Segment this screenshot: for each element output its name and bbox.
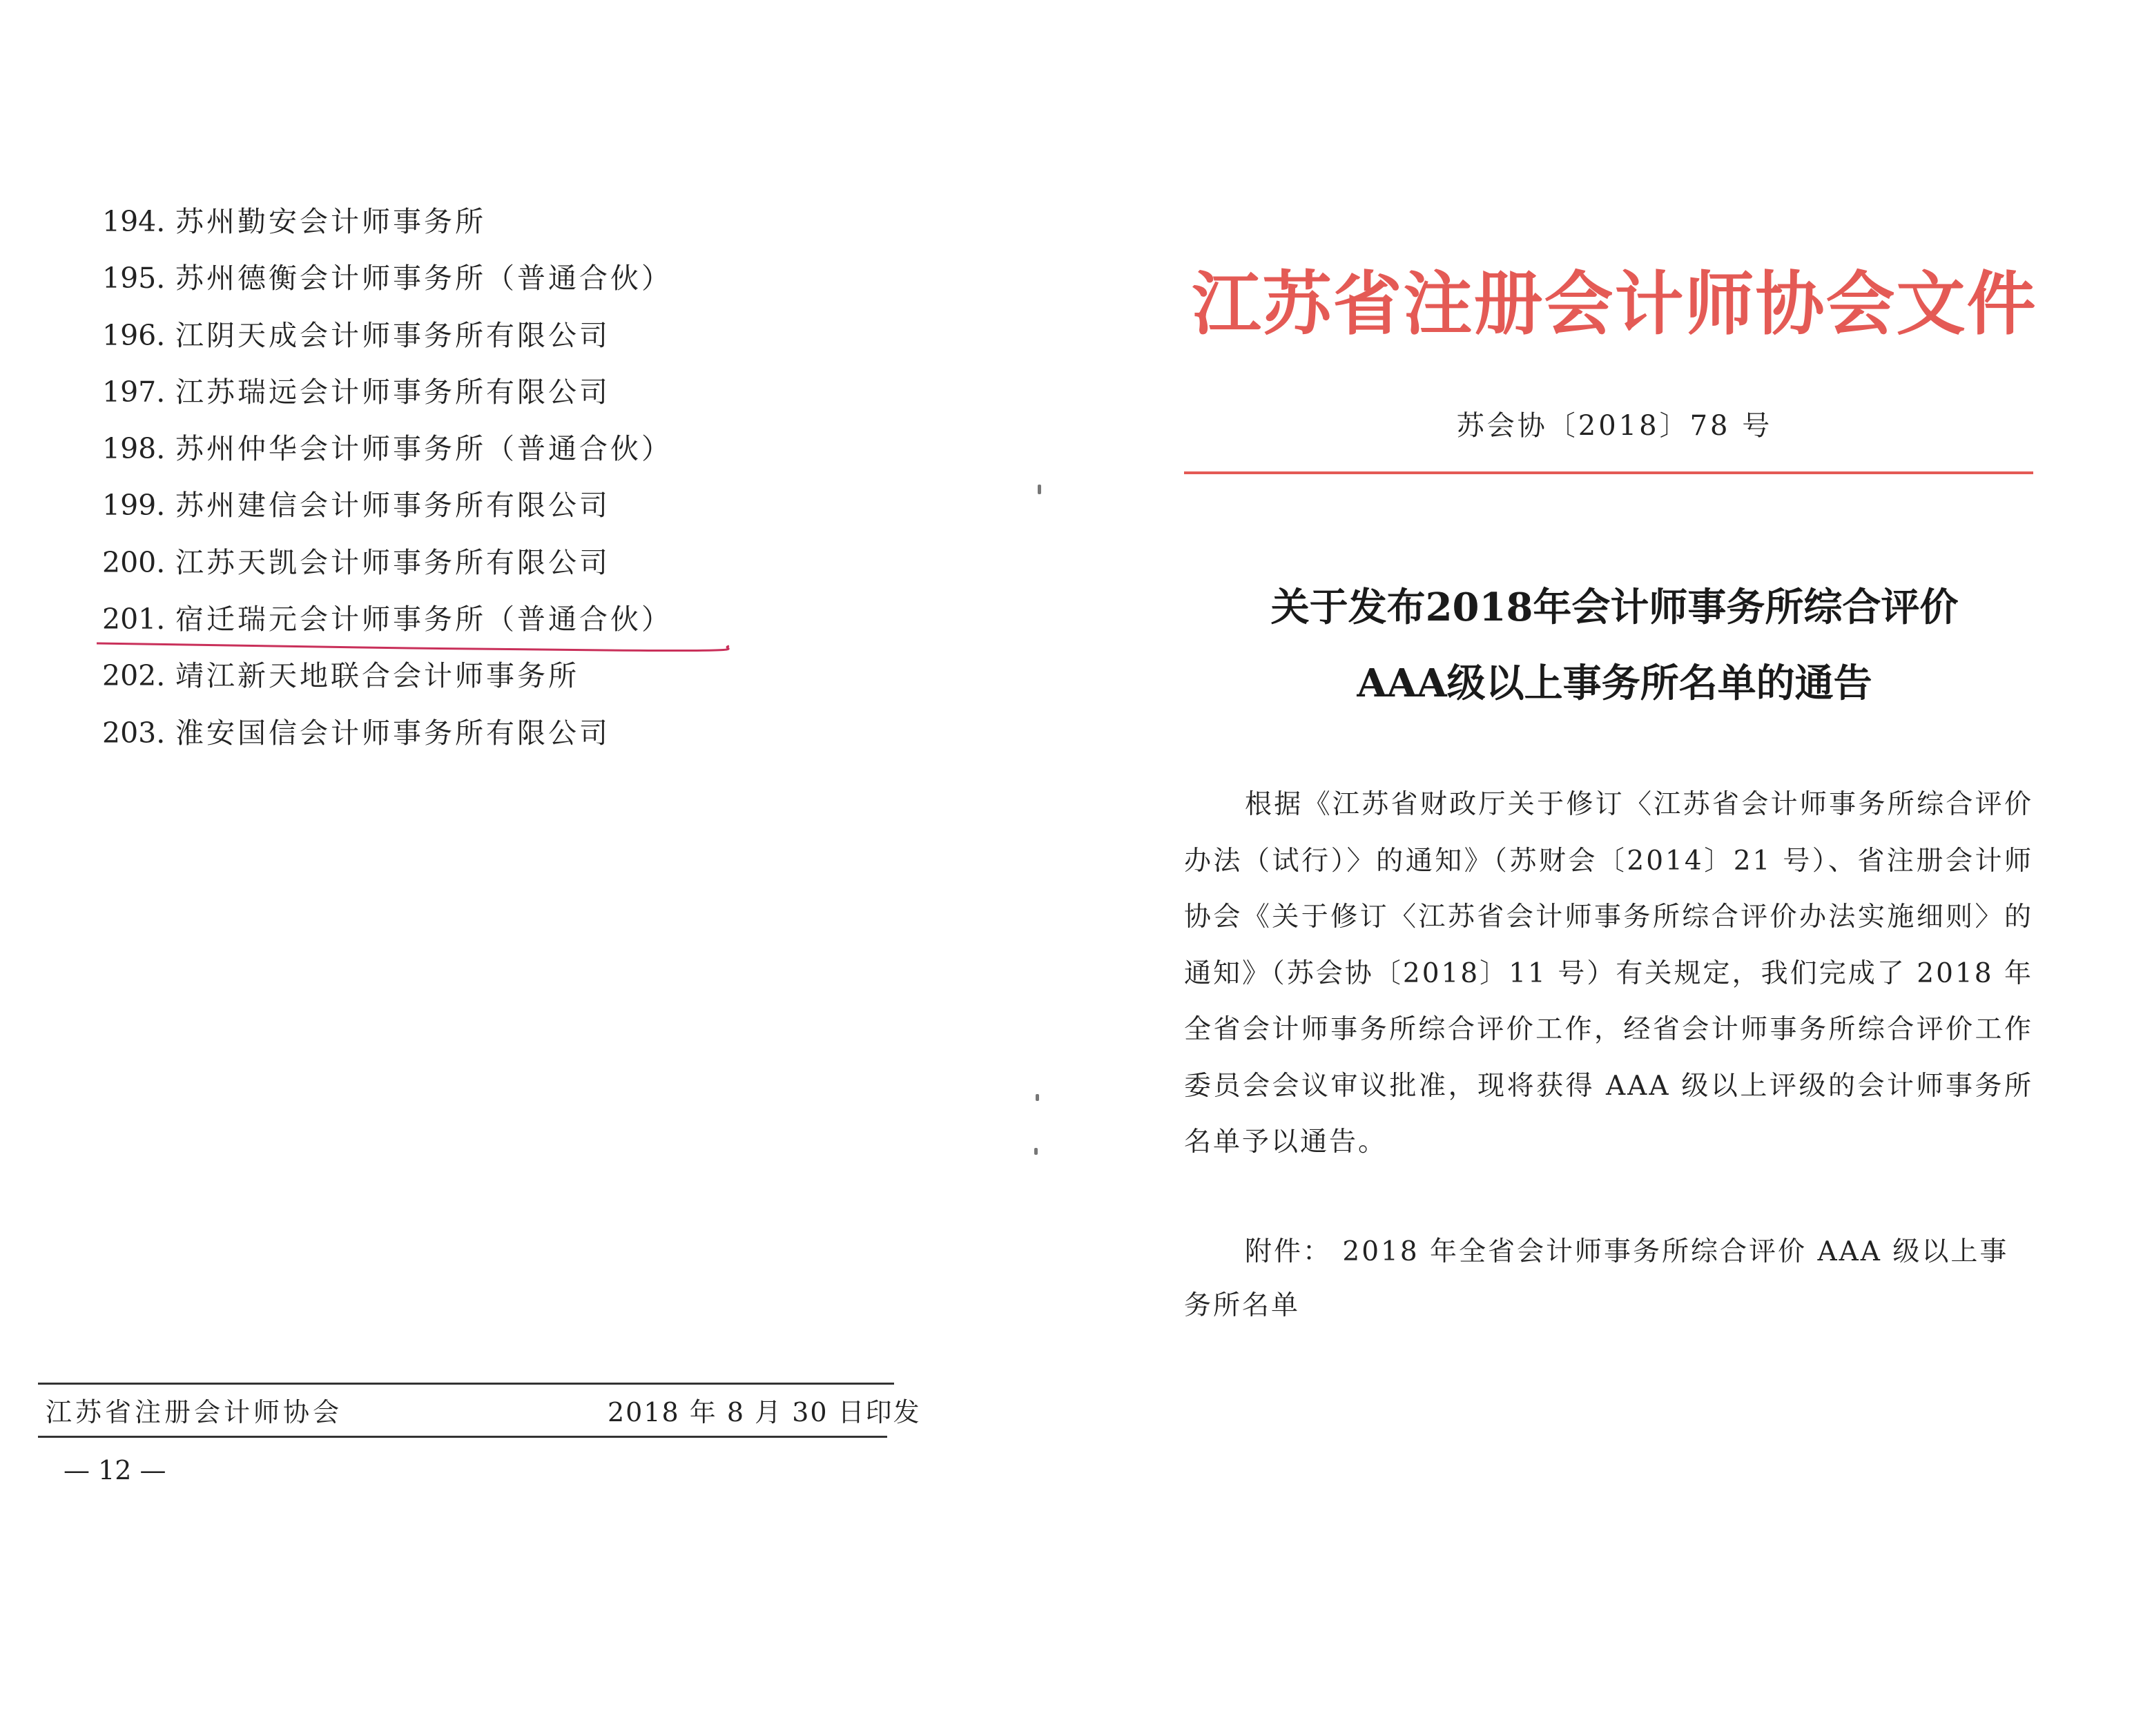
list-item-name: 苏州德衡会计师事务所（普通合伙） <box>175 262 672 295</box>
list-item <box>102 371 672 427</box>
list-item-number: 195. <box>102 262 166 295</box>
left-page <box>0 0 1036 1614</box>
list-item-name: 苏州建信会计师事务所有限公司 <box>175 489 610 523</box>
footer-top-rule <box>38 1383 894 1385</box>
list-item-name: 苏州勤安会计师事务所 <box>175 205 486 238</box>
list-item-number: 199. <box>102 489 166 523</box>
gutter-mark <box>1038 485 1041 494</box>
list-item-name: 靖江新天地联合会计师事务所 <box>175 659 579 693</box>
attachment-note: 附件： 2018 年全省会计师事务所综合评价 AAA 级以上事务所名单 <box>1184 1236 2009 1321</box>
list-item <box>102 427 672 484</box>
list-item <box>102 654 672 711</box>
notice-title <box>1077 569 2152 721</box>
notice-body: 根据《江苏省财政厅关于修订〈江苏省会计师事务所综合评价办法（试行）〉的通知》（苏财会〔2014〕21 号）、省注册会计师协会《关于修订〈江苏省会计师事务所综合评价办法实施细则〉的通知》（苏会协〔2018〕11 号）有关规定，我们完成了 2018 年全省会计师事务所综合评价工作，经省会计师事务所综合评价工作委员会会议审议批准，现将获得 AAA 级以上评级的会计师事务所名单予以通告。 <box>1184 789 2033 1158</box>
list-item <box>102 541 672 598</box>
list-item <box>102 200 672 257</box>
notice-title-line: 关于发布2018年会计师事务所综合评价 <box>1270 585 1959 630</box>
list-item-number: 201. <box>102 603 166 636</box>
list-item <box>102 314 672 371</box>
list-item-name: 江苏天凯会计师事务所有限公司 <box>175 545 610 579</box>
list-item-number: 194. <box>102 205 166 238</box>
list-item-number: 200. <box>102 545 166 579</box>
masthead-red-rule <box>1184 471 2033 474</box>
footer-bottom-rule <box>38 1436 887 1438</box>
document-number: 苏会协〔2018〕78 号 <box>1456 410 1773 442</box>
list-item-name: 淮安国信会计师事务所有限公司 <box>175 716 610 750</box>
list-item-number: 203. <box>102 716 166 750</box>
gutter-mark <box>1036 1094 1039 1101</box>
firm-list <box>102 200 672 768</box>
handwritten-underline <box>95 635 730 656</box>
right-page <box>1077 0 2152 1614</box>
page-number: — 12 — <box>64 1455 166 1485</box>
list-item-name: 宿迁瑞元会计师事务所（普通合伙） <box>175 603 672 636</box>
list-item-number: 198. <box>102 432 166 466</box>
gutter-mark <box>1034 1148 1038 1155</box>
list-item-name: 江苏瑞远会计师事务所有限公司 <box>175 375 610 409</box>
list-item-number: 202. <box>102 659 166 693</box>
list-item <box>102 257 672 313</box>
document-masthead: 江苏省注册会计师协会文件 <box>1192 263 2037 344</box>
list-item-number: 196. <box>102 318 166 352</box>
notice-title-line: AAA级以上事务所名单的通告 <box>1357 661 1872 706</box>
list-item-name: 江阴天成会计师事务所有限公司 <box>175 318 610 352</box>
list-item <box>102 484 672 540</box>
list-item-name: 苏州仲华会计师事务所（普通合伙） <box>175 432 672 466</box>
list-item <box>102 712 672 768</box>
list-item-number: 197. <box>102 375 166 409</box>
footer-organization: 江苏省注册会计师协会 <box>46 1397 343 1427</box>
footer-print-date: 2018 年 8 月 30 日印发 <box>608 1397 921 1427</box>
